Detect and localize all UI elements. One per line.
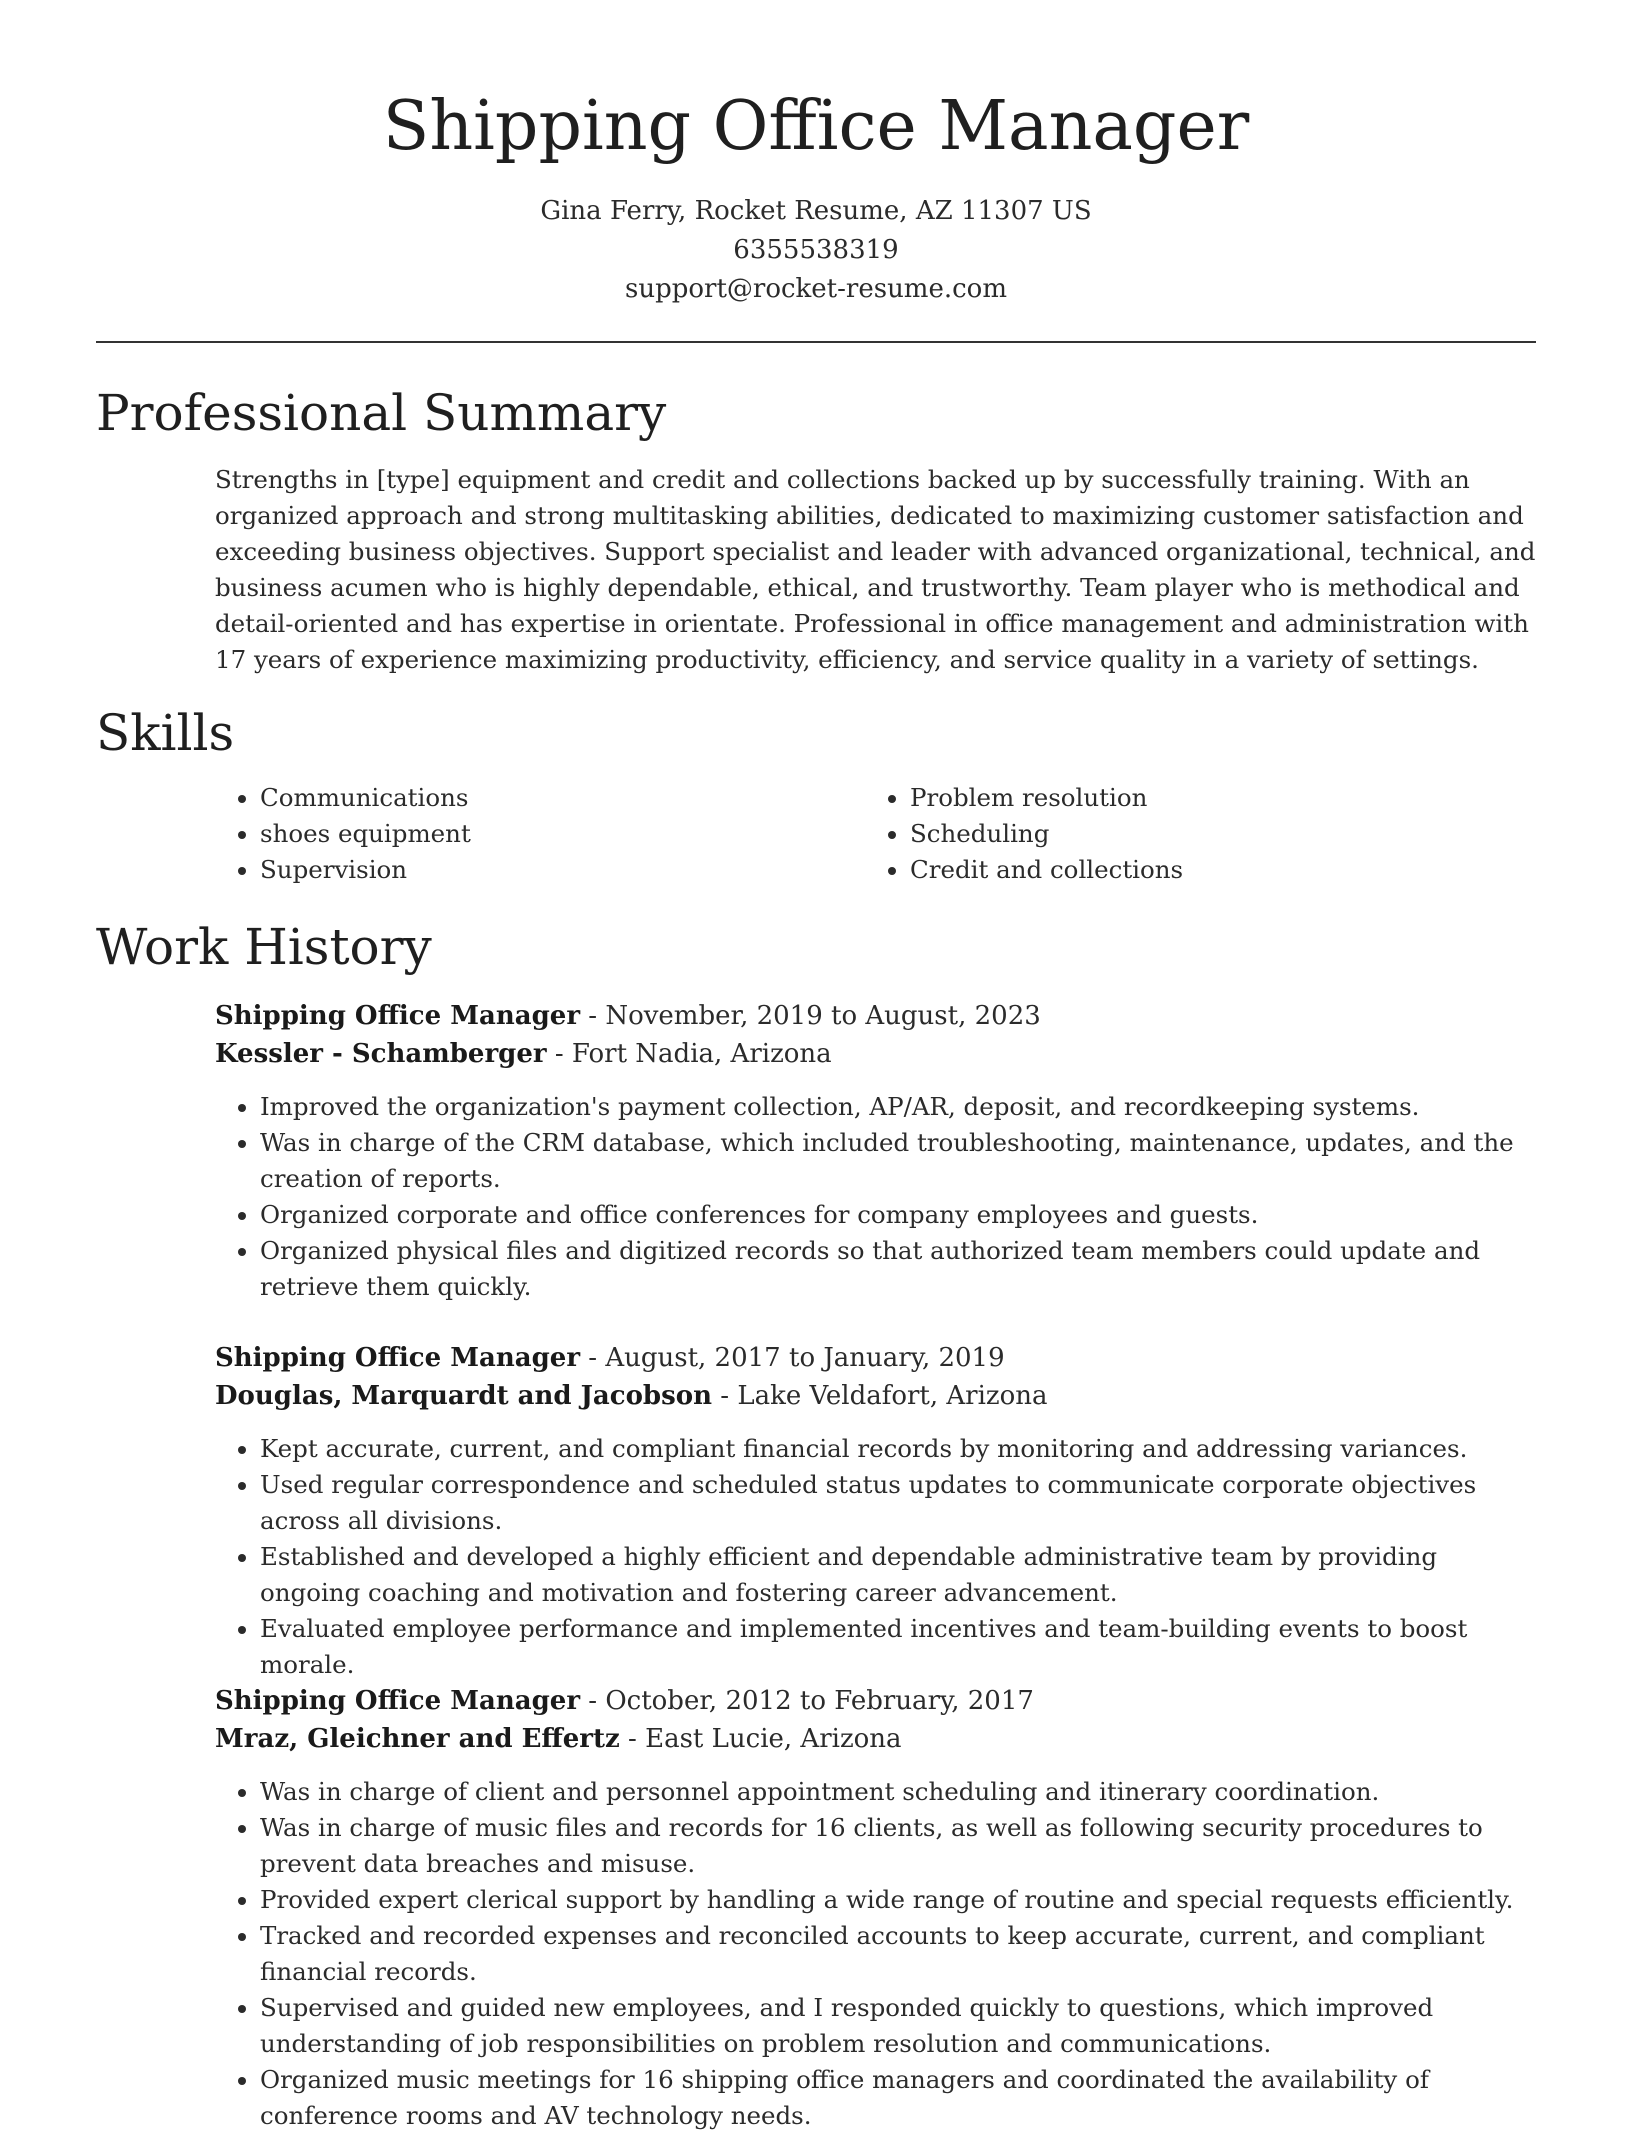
job-bullet: • Provided expert clerical support by handling a wide range of routine and special requests efficiently. bbox=[260, 1882, 1545, 1918]
job-title: Shipping Office Manager bbox=[215, 1001, 581, 1031]
job-title-line bbox=[215, 1682, 1545, 1720]
job-bullet: • Organized music meetings for 16 shipping office managers and coordinated the availability of conference rooms and AV technology needs. bbox=[260, 2062, 1545, 2134]
skill-item: • shoes equipment bbox=[260, 816, 865, 852]
job-company: Douglas, Marquardt and Jacobson bbox=[215, 1381, 712, 1411]
contact-phone: 6355538319 bbox=[733, 235, 899, 265]
job-bullet: • Kept accurate, current, and compliant financial records by monitoring and addressing variances. bbox=[260, 1431, 1545, 1467]
job-bullets bbox=[215, 1089, 1545, 1305]
skill-item: • Credit and collections bbox=[910, 852, 1515, 888]
job-bullets bbox=[215, 1431, 1545, 1683]
resume-title: Shipping Office Manager bbox=[382, 87, 1250, 166]
skills-heading: Skills bbox=[96, 704, 235, 762]
job-bullet: • Was in charge of client and personnel appointment scheduling and itinerary coordination. bbox=[260, 1774, 1545, 1810]
job-bullet: • Evaluated employee performance and implemented incentives and team-building events to boost morale. bbox=[260, 1611, 1545, 1683]
job-dates: - August, 2017 to January, 2019 bbox=[580, 1343, 1005, 1373]
job-bullet: • Organized physical files and digitized records so that authorized team members could update and retrieve them quickly. bbox=[260, 1233, 1545, 1305]
contact-email: support@rocket-resume.com bbox=[624, 274, 1007, 304]
job-company-line bbox=[215, 1720, 1545, 1758]
job-company: Mraz, Gleichner and Effertz bbox=[215, 1724, 620, 1754]
job-bullet: • Established and developed a highly efficient and dependable administrative team by providing ongoing coaching and motivation and fostering career advancement. bbox=[260, 1539, 1545, 1611]
skill-item: • Supervision bbox=[260, 852, 865, 888]
job-bullet: • Was in charge of music files and records for 16 clients, as well as following security procedures to prevent data breaches and misuse. bbox=[260, 1810, 1545, 1882]
job-bullets bbox=[215, 1774, 1545, 2134]
contact-address: Gina Ferry, Rocket Resume, AZ 11307 US bbox=[540, 196, 1092, 226]
job-location: - Lake Veldafort, Arizona bbox=[712, 1381, 1048, 1411]
job-entry bbox=[215, 1339, 1545, 1683]
job-company: Kessler - Schamberger bbox=[215, 1039, 547, 1069]
skill-item: • Problem resolution bbox=[910, 780, 1515, 816]
skill-item: • Scheduling bbox=[910, 816, 1515, 852]
job-entry bbox=[215, 1682, 1545, 2134]
job-bullet: • Organized corporate and office conferences for company employees and guests. bbox=[260, 1197, 1545, 1233]
job-entry bbox=[215, 997, 1545, 1305]
job-bullet: • Improved the organization's payment collection, AP/AR, deposit, and recordkeeping systems. bbox=[260, 1089, 1545, 1125]
summary-heading: Professional Summary bbox=[96, 384, 667, 442]
job-dates: - November, 2019 to August, 2023 bbox=[580, 1001, 1041, 1031]
work-history-heading: Work History bbox=[96, 918, 432, 976]
job-bullet: • Tracked and recorded expenses and reconciled accounts to keep accurate, current, and compliant financial records. bbox=[260, 1918, 1545, 1990]
job-dates: - October, 2012 to February, 2017 bbox=[580, 1686, 1034, 1716]
contact-block bbox=[0, 192, 1632, 309]
job-company-line bbox=[215, 1035, 1545, 1073]
skills-column-right bbox=[865, 780, 1515, 888]
job-location: - Fort Nadia, Arizona bbox=[546, 1039, 832, 1069]
skill-item: • Communications bbox=[260, 780, 865, 816]
job-bullet: • Was in charge of the CRM database, which included troubleshooting, maintenance, updates, and the creation of reports. bbox=[260, 1125, 1545, 1197]
resume-header bbox=[0, 0, 1632, 309]
skills-list bbox=[215, 780, 1540, 888]
job-title-line bbox=[215, 1339, 1545, 1377]
job-title: Shipping Office Manager bbox=[215, 1686, 581, 1716]
job-bullet: • Used regular correspondence and scheduled status updates to communicate corporate objectives across all divisions. bbox=[260, 1467, 1545, 1539]
job-location: - East Lucie, Arizona bbox=[619, 1724, 902, 1754]
job-bullet: • Supervised and guided new employees, and I responded quickly to questions, which improved understanding of job responsibilities on problem resolution and communications. bbox=[260, 1990, 1545, 2062]
skills-column-left bbox=[215, 780, 865, 888]
job-company-line bbox=[215, 1377, 1545, 1415]
job-title: Shipping Office Manager bbox=[215, 1343, 581, 1373]
header-divider bbox=[96, 341, 1536, 343]
summary-text: Strengths in [type] equipment and credit and collections backed up by successfully training. With an organized approach and strong multitasking abilities, dedicated to maximizing customer satisfaction and exceeding business objectives. Support specialist and leader with advanced organizational, technical, and business acumen who is highly dependable, ethical, and trustworthy. Team player who is methodical and detail-oriented and has expertise in orientate. Professional in office management and administration with 17 years of experience maximizing productivity, efficiency, and service quality in a variety of settings. bbox=[215, 465, 1536, 674]
job-title-line bbox=[215, 997, 1545, 1035]
